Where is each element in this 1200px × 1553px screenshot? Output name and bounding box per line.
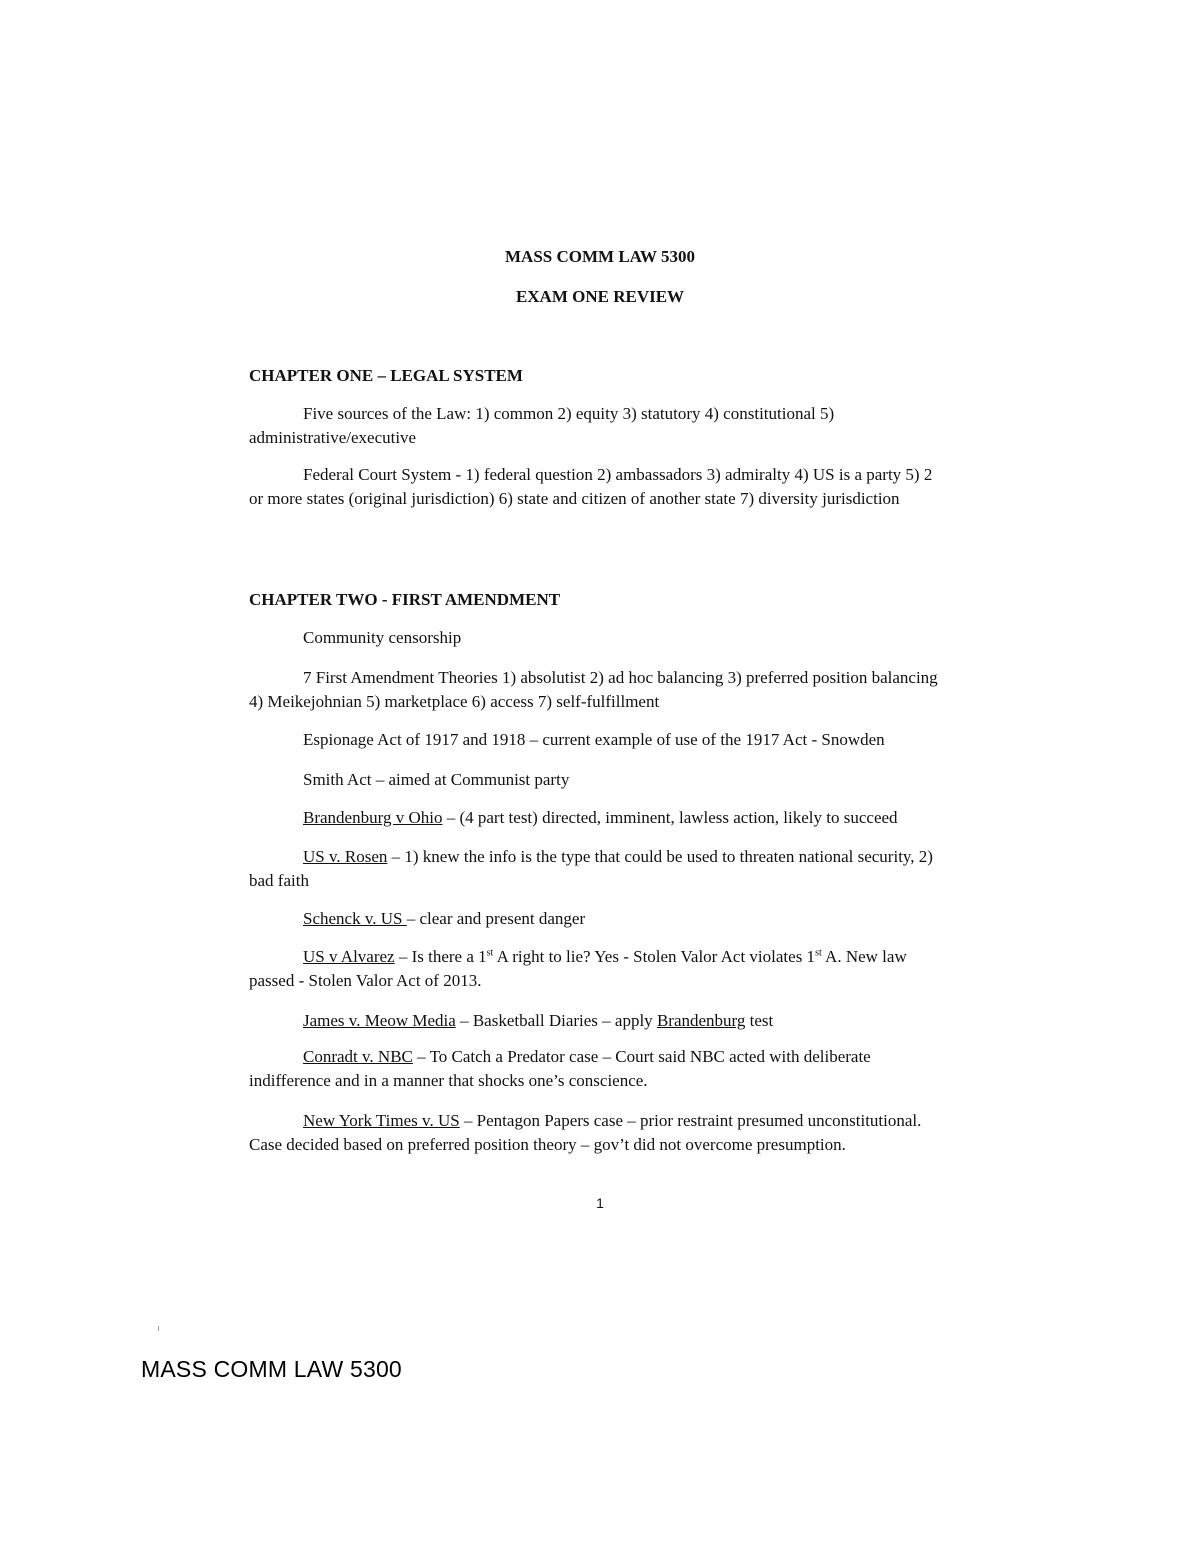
case-name: New York Times v. US	[303, 1111, 460, 1130]
case-summary: – Pentagon Papers case – prior restraint presumed unconstitutional. Case decided based on preferred position theory – gov’t did not overcome presumption.	[249, 1111, 922, 1154]
case-name: Brandenburg	[656, 1011, 746, 1030]
page-number: 1	[596, 1195, 604, 1211]
nyt-paragraph	[249, 1109, 939, 1157]
case-name: Brandenburg v Ohio	[303, 808, 443, 827]
case-summary: – Is there a 1	[394, 947, 487, 966]
footer-title: MASS COMM LAW 5300	[141, 1356, 402, 1382]
ordinal-suffix: st	[486, 947, 494, 959]
rosen-paragraph	[249, 845, 939, 893]
case-name: Schenck v. US	[303, 909, 407, 928]
case-summary: – clear and present danger	[406, 909, 586, 928]
brandenburg-paragraph	[249, 806, 939, 830]
case-summary: – Basketball Diaries – apply	[455, 1011, 657, 1030]
ordinal-suffix: st	[815, 947, 822, 959]
theories-paragraph: 7 First Amendment Theories 1) absolutist 2) ad hoc balancing 3) preferred position balancing 4) Meikejohnian 5) marketplace 6) access 7) self-fulfillment	[249, 668, 938, 711]
sources-of-law-paragraph: Five sources of the Law: 1) common 2) equity 3) statutory 4) constitutional 5) administrative/executive	[249, 404, 835, 447]
case-summary: – (4 part test) directed, imminent, lawless action, likely to succeed	[442, 808, 898, 827]
case-name: US v Alvarez	[303, 947, 395, 966]
case-summary: A. New law passed - Stolen Valor Act of 2013.	[249, 947, 907, 990]
case-summary: A right to lie? Yes - Stolen Valor Act violates 1	[493, 947, 816, 966]
case-summary: test	[745, 1011, 774, 1030]
case-name: James v. Meow Media	[303, 1011, 456, 1030]
espionage-paragraph: Espionage Act of 1917 and 1918 – current example of use of the 1917 Act - Snowden	[303, 730, 885, 749]
schenck-paragraph	[249, 907, 939, 931]
case-summary: – 1) knew the info is the type that could be used to threaten national security, 2) bad faith	[249, 847, 933, 890]
censorship-paragraph: Community censorship	[303, 628, 462, 647]
conradt-paragraph	[249, 1045, 939, 1093]
smith-act-paragraph: Smith Act – aimed at Communist party	[303, 770, 570, 789]
page-tick-mark	[158, 1326, 159, 1331]
case-name: Conradt v. NBC	[303, 1047, 413, 1066]
meow-media-paragraph	[249, 1009, 939, 1033]
federal-court-paragraph: Federal Court System - 1) federal question 2) ambassadors 3) admiralty 4) US is a party 5) 2 or more states (original jurisdiction) 6) state and citizen of another state 7) diversity jurisdiction	[249, 465, 933, 508]
chapter-two-heading: CHAPTER TWO - FIRST AMENDMENT	[249, 590, 561, 609]
chapter-one-heading: CHAPTER ONE – LEGAL SYSTEM	[249, 366, 523, 385]
case-name: US v. Rosen	[303, 847, 388, 866]
case-summary: – To Catch a Predator case – Court said NBC acted with deliberate indifference and in a manner that shocks one’s conscience.	[249, 1047, 871, 1090]
document-subtitle: EXAM ONE REVIEW	[515, 287, 685, 306]
alvarez-paragraph	[249, 945, 939, 993]
document-title: MASS COMM LAW 5300	[505, 247, 695, 266]
